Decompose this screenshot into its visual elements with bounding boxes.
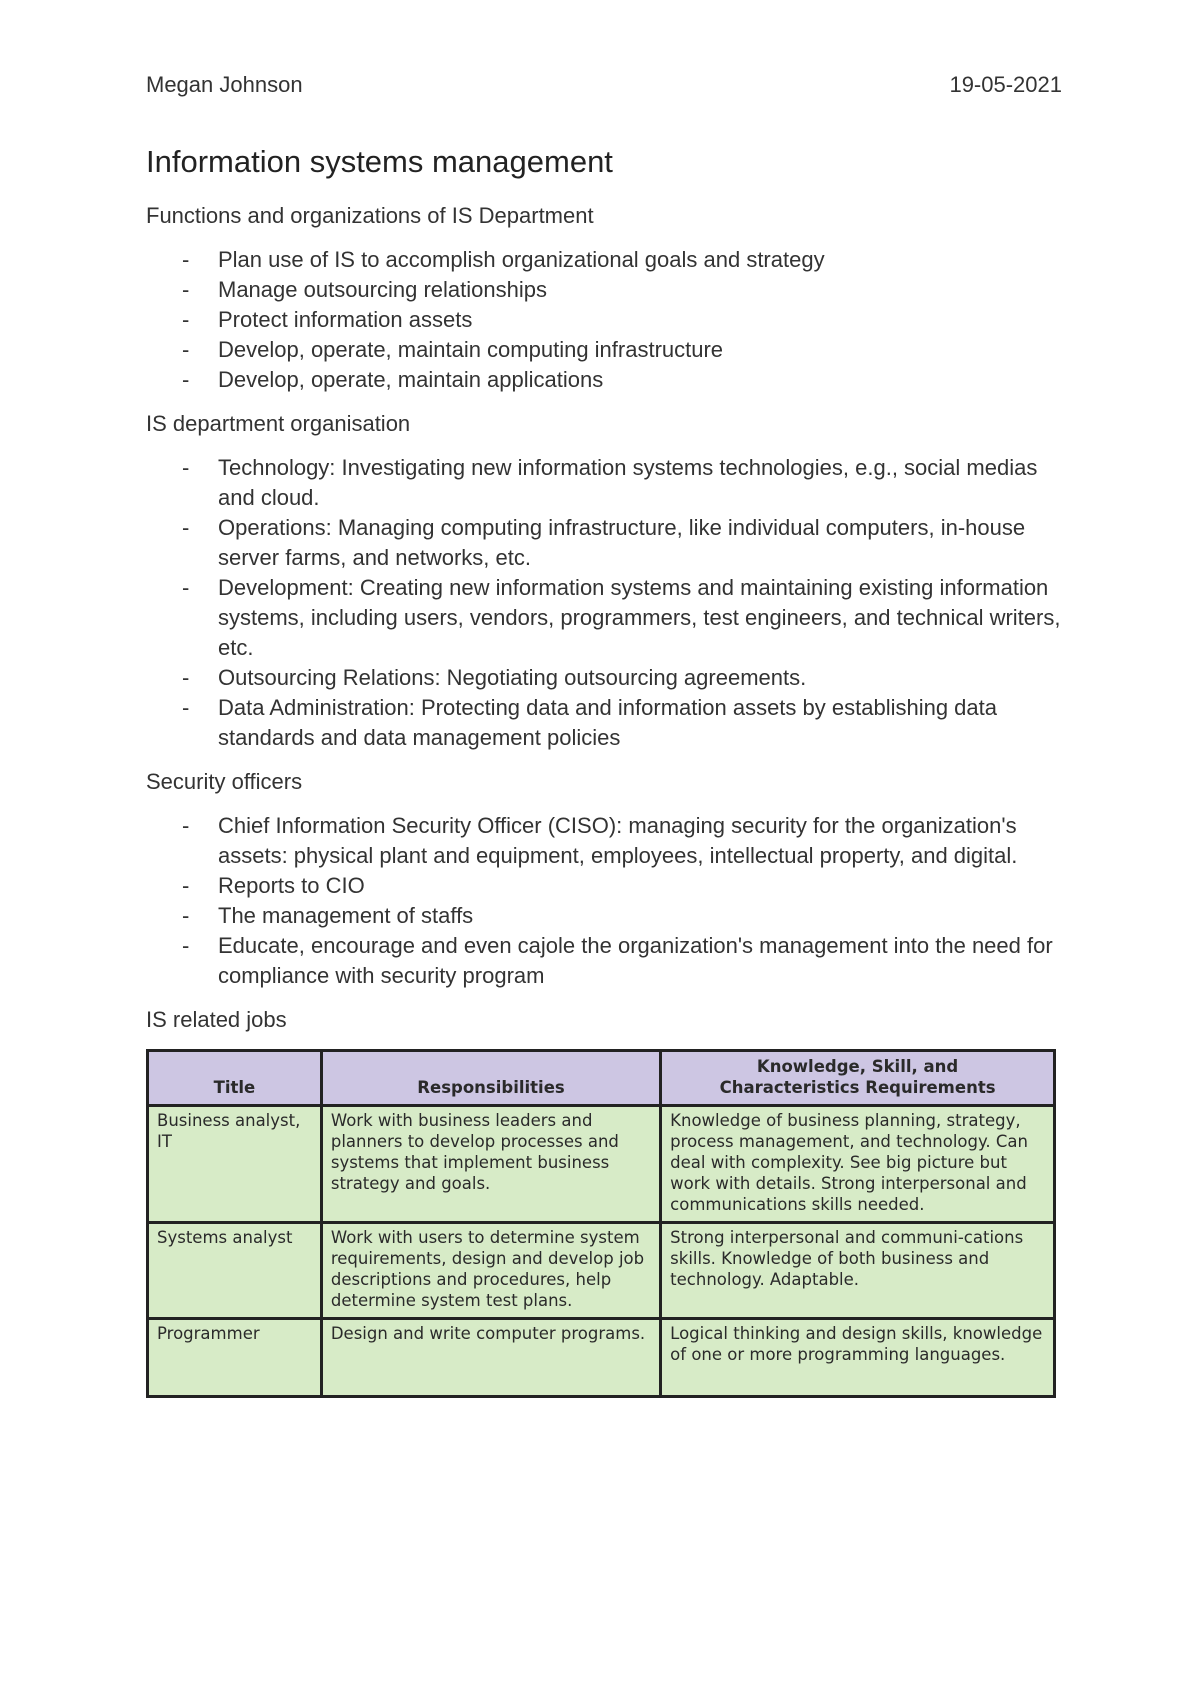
responsibilities-cell: Work with users to determine system requirements, design and develop job descriptions and procedures, help determine system test plans. <box>321 1223 660 1319</box>
section-heading: IS related jobs <box>146 1007 287 1032</box>
list-item: - Data Administration: Protecting data and information assets by establishing data standards and data management policies <box>182 695 998 750</box>
job-title-cell: Programmer <box>148 1319 322 1397</box>
section-heading: IS department organisation <box>146 411 411 436</box>
list-item: - Outsourcing Relations: Negotiating outsourcing agreements. <box>182 665 807 690</box>
bullet-list <box>146 811 1062 991</box>
section-heading: Functions and organizations of IS Department <box>146 203 594 228</box>
table-row <box>148 1223 1055 1319</box>
job-title-cell: Business analyst, IT <box>148 1106 322 1223</box>
page-header <box>146 72 1062 102</box>
jobs-table <box>146 1049 1056 1398</box>
table-row <box>148 1319 1055 1397</box>
list-item: - Develop, operate, maintain computing infrastructure <box>182 337 724 362</box>
list-item: - Manage outsourcing relationships <box>182 277 547 302</box>
responsibilities-cell: Design and write computer programs. <box>321 1319 660 1397</box>
author-name: Megan Johnson <box>146 72 303 97</box>
table-header-row <box>148 1051 1055 1106</box>
section-heading: Security officers <box>146 769 303 794</box>
requirements-cell: Knowledge of business planning, strategy, process management, and technology. Can deal with complexity. See big picture but work with details. Strong interpersonal and communications skills needed. <box>661 1106 1055 1223</box>
column-header-responsibilities: Responsibilities <box>321 1051 660 1106</box>
jobs-table-figure <box>146 1049 1056 1398</box>
list-item: - Plan use of IS to accomplish organizational goals and strategy <box>182 247 825 272</box>
bullet-list <box>146 245 1062 395</box>
list-item: - Operations: Managing computing infrastructure, like individual computers, in-house server farms, and networks, etc. <box>182 515 1026 570</box>
table-row <box>148 1106 1055 1223</box>
column-header-title: Title <box>148 1051 322 1106</box>
requirements-cell: Strong interpersonal and communi-cations skills. Knowledge of both business and technology. Adaptable. <box>661 1223 1055 1319</box>
responsibilities-cell: Work with business leaders and planners to develop processes and systems that implement business strategy and goals. <box>321 1106 660 1223</box>
list-item: - Development: Creating new information systems and maintaining existing information systems, including users, vendors, programmers, test engineers, and technical writers, etc. <box>182 575 1061 660</box>
document-date: 19-05-2021 <box>949 72 1062 97</box>
document-body <box>146 201 1062 1398</box>
list-item: - Chief Information Security Officer (CISO): managing security for the organization's assets: physical plant and equipment, employees, intellectual property, and digital. <box>182 813 1018 868</box>
list-item: - Reports to CIO <box>182 873 365 898</box>
bullet-list <box>146 453 1062 753</box>
requirements-cell: Logical thinking and design skills, knowledge of one or more programming languages. <box>661 1319 1055 1397</box>
list-item: - Educate, encourage and even cajole the organization's management into the need for compliance with security program <box>182 933 1053 988</box>
column-header-requirements: Knowledge, Skill, and Characteristics Requirements <box>661 1051 1055 1106</box>
list-item: - Protect information assets <box>182 307 473 332</box>
list-item: - Technology: Investigating new information systems technologies, e.g., social medias and cloud. <box>182 455 1038 510</box>
list-item: - The management of staffs <box>182 903 474 928</box>
document-title: Information systems management <box>146 144 613 179</box>
list-item: - Develop, operate, maintain applications <box>182 367 604 392</box>
job-title-cell: Systems analyst <box>148 1223 322 1319</box>
